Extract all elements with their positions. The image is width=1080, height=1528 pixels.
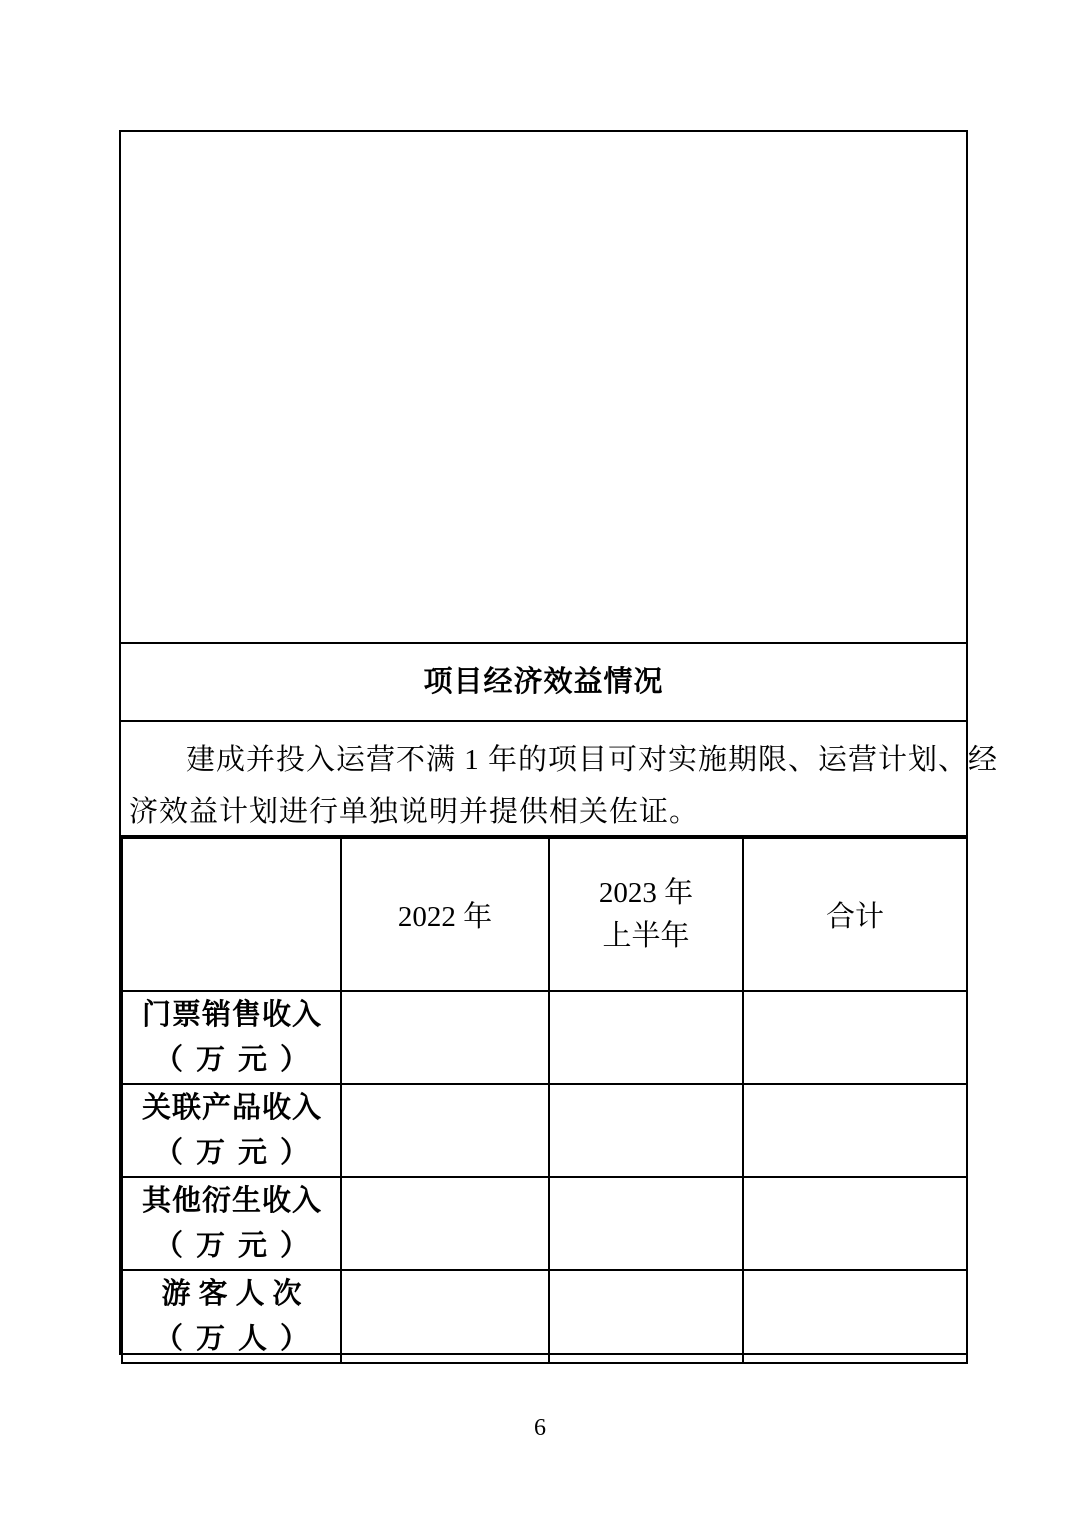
row-label-related-product-revenue	[122, 1084, 341, 1177]
cell-related-2022	[341, 1084, 549, 1177]
cell-other-2023	[549, 1177, 743, 1270]
row-label-line2: （万元）	[153, 1043, 322, 1076]
cell-visitor-total	[743, 1270, 967, 1363]
table-row-related-product-revenue	[122, 1084, 967, 1177]
row-label-line1: 关联产品收入	[141, 1091, 322, 1124]
cell-ticket-total	[743, 991, 967, 1084]
row-label-line2: （万人）	[153, 1322, 322, 1355]
row-label-line1: 其他衍生收入	[141, 1184, 322, 1217]
cell-ticket-2023	[549, 991, 743, 1084]
cell-related-total	[743, 1084, 967, 1177]
note-line-2: 济效益计划进行单独说明并提供相关佐证。	[129, 796, 700, 828]
cell-related-2023	[549, 1084, 743, 1177]
note-paragraph	[121, 722, 999, 837]
cell-other-2022	[341, 1177, 549, 1270]
header-2023-line1: 2023 年	[598, 876, 694, 909]
row-label-other-derived-revenue	[122, 1177, 341, 1270]
row-label-line2: （万元）	[153, 1229, 322, 1262]
header-cell-2022: 2022 年	[341, 838, 549, 991]
header-2023-line2: 上半年	[602, 919, 690, 952]
row-label-line1: 游客人次	[161, 1277, 310, 1310]
document-table-frame	[119, 130, 999, 1355]
table-row-ticket-revenue	[122, 991, 967, 1084]
cell-visitor-2023	[549, 1270, 743, 1363]
row-label-visitor-count	[122, 1270, 341, 1363]
table-row-visitor-count	[122, 1270, 967, 1363]
row-label-line2: （万元）	[153, 1136, 322, 1169]
cell-visitor-2022	[341, 1270, 549, 1363]
header-cell-2023-h1	[549, 838, 743, 991]
cell-other-total	[743, 1177, 967, 1270]
header-cell-total: 合计	[743, 838, 967, 991]
page-number: 6	[534, 1415, 546, 1441]
table-header-row	[122, 838, 967, 991]
header-cell-row-label	[122, 838, 341, 991]
row-label-line1: 门票销售收入	[141, 998, 322, 1031]
attachment-empty-box	[121, 132, 966, 644]
economic-benefit-table	[121, 837, 968, 1364]
row-label-ticket-revenue	[122, 991, 341, 1084]
cell-ticket-2022	[341, 991, 549, 1084]
section-title: 项目经济效益情况	[121, 644, 966, 722]
note-line-1: 建成并投入运营不满 1 年的项目可对实施期限、运营计划、经	[186, 744, 999, 776]
table-row-other-derived-revenue	[122, 1177, 967, 1270]
